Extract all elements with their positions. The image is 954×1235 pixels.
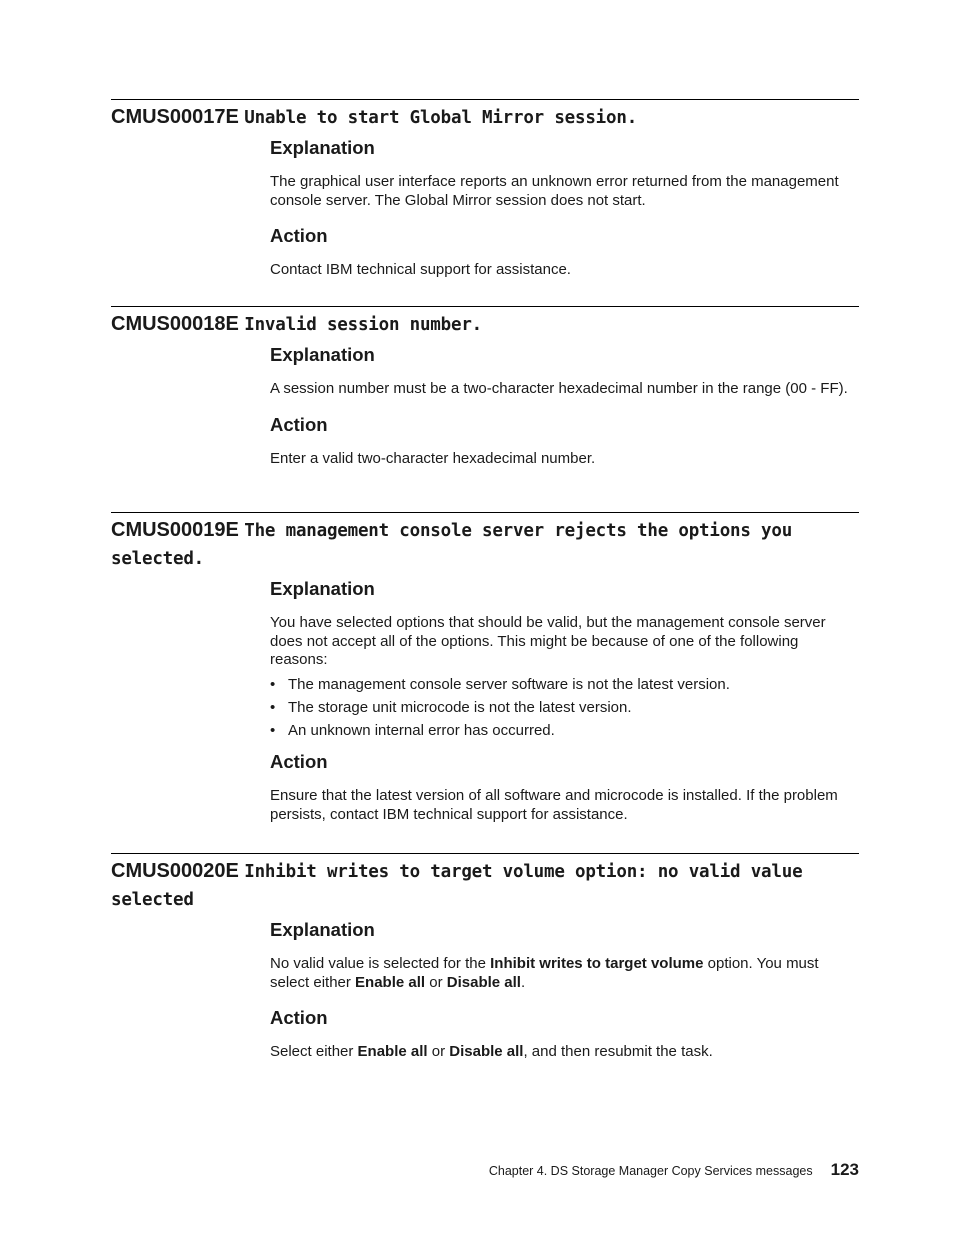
explanation-heading: Explanation [270, 344, 375, 365]
option-value: Enable all [355, 973, 426, 991]
text-run: or [425, 973, 447, 991]
message-heading [111, 307, 859, 339]
text-run: Select either [270, 1043, 358, 1060]
explanation-heading: Explanation [270, 137, 375, 158]
message-code: CMUS00017E [111, 106, 239, 128]
message-cmus00020e [111, 853, 859, 1062]
option-value: Disable all [446, 973, 521, 991]
chapter-title: Chapter 4. DS Storage Manager Copy Services messages [488, 1164, 813, 1178]
explanation-heading: Explanation [270, 578, 375, 599]
option-name: Inhibit writes to target volume [490, 955, 704, 972]
action-heading: Action [270, 413, 328, 435]
message-cmus00017e [111, 99, 859, 280]
message-title: The management console server rejects the options you selected. [111, 521, 793, 569]
explanation-text: You have selected options that should be valid, but the management console server does not accept all of the options. This might be because of one of the following reasons: [270, 614, 826, 668]
page-footer [489, 1160, 859, 1180]
list-item-text: The storage unit microcode is not the latest version. [288, 698, 632, 716]
message-code: CMUS00019E [111, 519, 239, 541]
message-body [270, 918, 859, 1062]
option-value: Disable all [449, 1043, 524, 1060]
message-code: CMUS00018E [111, 313, 239, 335]
explanation-text [270, 955, 859, 992]
explanation-text: The graphical user interface reports an unknown error returned from the management console server. The Global Mirror session does not start. [270, 173, 839, 209]
explanation-heading: Explanation [270, 919, 375, 940]
option-value: Enable all [357, 1043, 428, 1060]
bullet-icon: • [270, 675, 276, 693]
message-heading [111, 513, 859, 573]
message-title: Invalid session number. [244, 315, 482, 335]
action-text: Enter a valid two-character hexadecimal number. [270, 449, 596, 467]
message-title: Unable to start Global Mirror session. [244, 108, 638, 128]
list-item-text: An unknown internal error has occurred. [288, 721, 555, 739]
text-run: . [520, 973, 526, 991]
explanation-text: A session number must be a two-character hexadecimal number in the range (00 - FF). [270, 380, 848, 397]
list-item-text: The management console server software is not the latest version. [288, 675, 730, 693]
action-heading: Action [270, 1007, 328, 1028]
action-text: Ensure that the latest version of all software and microcode is installed. If the problem persists, contact IBM technical support for assistance. [270, 787, 838, 823]
text-run: option. You must select either [270, 955, 819, 991]
text-run: , and then resubmit the task. [523, 1043, 713, 1060]
message-body [270, 136, 859, 280]
bullet-icon: • [270, 698, 276, 716]
message-title: Inhibit writes to target volume option: no valid value selected [111, 862, 803, 910]
text-run: or [427, 1043, 450, 1060]
action-heading: Action [270, 751, 328, 772]
page-number: 123 [830, 1160, 859, 1179]
message-body [270, 343, 859, 468]
list-item [270, 722, 859, 741]
reasons-list [270, 676, 859, 741]
message-body [270, 577, 859, 824]
message-cmus00019e [111, 512, 859, 824]
message-heading [111, 854, 859, 914]
list-item [270, 699, 859, 718]
message-code: CMUS00020E [111, 860, 239, 882]
action-heading: Action [270, 225, 328, 246]
message-cmus00018e [111, 306, 859, 468]
action-text [270, 1043, 859, 1062]
text-run: No valid value is selected for the [270, 955, 491, 972]
list-item [270, 676, 859, 695]
message-heading [111, 100, 859, 132]
bullet-icon: • [270, 721, 276, 739]
action-text: Contact IBM technical support for assistance. [270, 261, 571, 278]
